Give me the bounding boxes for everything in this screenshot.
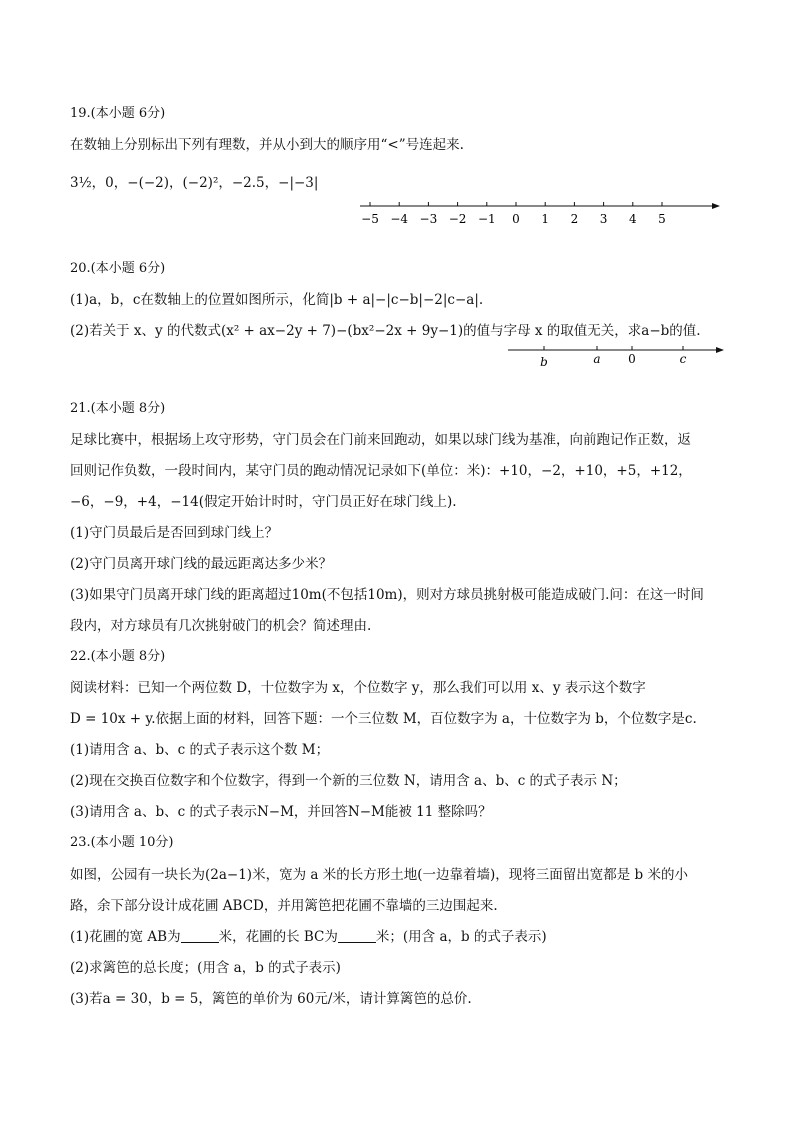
axis-label-b: b: [540, 355, 548, 369]
axis-label-a: a: [593, 352, 601, 366]
answer-blank-ab: [181, 928, 219, 943]
tick-label: −2: [448, 212, 467, 226]
q21-line-2: 回则记作负数，一段时间内，某守门员的跑动情况记录如下(单位：米)：+10，−2，+10，+5，+12，: [70, 463, 692, 479]
q20-part1: (1)a，b，c在数轴上的位置如图所示，化简|b + a|−|c−b|−2|c−a|.: [70, 292, 484, 308]
q19-number-line: [360, 196, 730, 232]
q23-part1: [70, 927, 547, 947]
q21-part2: (2)守门员离开球门线的最远距离达多少米？: [70, 556, 333, 572]
answer-blank-bc: [338, 928, 376, 943]
q22-line-1: 阅读材料：已知一个两位数 D，十位数字为 x，个位数字 y，那么我们可以用 x、y 表示这个数字: [70, 680, 646, 696]
q21-header: 21.(本小题 8分): [70, 401, 166, 416]
q22-part1: (1)请用含 a、b、c 的式子表示这个数 M；: [70, 742, 330, 758]
q23-line-2: 路，余下部分设计成花圃 ABCD，并用篱笆把花圃不靠墙的三边围起来.: [70, 898, 498, 914]
tick-label: 5: [658, 212, 666, 226]
q23-line-1: 如图，公园有一块长为(2a−1)米，宽为 a 米的长方形土地(一边靠着墙)，现将三面留出宽都是 b 米的小: [70, 867, 688, 883]
tick-label: −1: [477, 212, 496, 226]
q23-part1-a: (1)花圃的宽 AB为: [70, 929, 181, 945]
q22-line-2: D = 10x + y.依据上面的材料，回答下题：一个三位数 M，百位数字为 a，十位数字为 b，个位数字是c.: [70, 711, 697, 727]
q21-line-3: −6，−9，+4，−14(假定开始计时时，守门员正好在球门线上).: [70, 494, 457, 510]
q19-numbers: 3½，0，−(−2)，(−2)²，−2.5，−|−3|: [70, 175, 319, 191]
q23-part1-b: 米，花圃的长 BC为: [218, 929, 338, 945]
tick-label: −4: [390, 212, 409, 226]
axis-label-c: c: [679, 352, 687, 366]
q22-header: 22.(本小题 8分): [70, 649, 166, 664]
q21-part1: (1)守门员最后是否回到球门线上？: [70, 525, 279, 541]
tick-label: −3: [419, 212, 438, 226]
q19-prompt: 在数轴上分别标出下列有理数，并从小到大的顺序用“<”号连起来.: [70, 137, 464, 153]
tick-label: −5: [361, 212, 379, 226]
q20-number-line: [508, 342, 728, 372]
tick-label: 3: [599, 212, 608, 226]
q23-part2: (2)求篱笆的总长度；(用含 a，b 的式子表示): [70, 960, 341, 976]
axis-label-0: 0: [628, 352, 636, 366]
q21-line-1: 足球比赛中，根据场上攻守形势，守门员会在门前来回跑动，如果以球门线为基准，向前跑记作正数，返: [70, 432, 691, 448]
q22-part3: (3)请用含 a、b、c 的式子表示N−M，并回答N−M能被 11 整除吗？: [70, 804, 492, 820]
q23-part1-c: 米；(用含 a，b 的式子表示): [375, 929, 547, 945]
q21-part3: (3)如果守门员离开球门线的距离超过10m(不包括10m)，则对方球员挑射极可能造成破门.问：在这一时间: [70, 587, 704, 603]
tick-label: 1: [541, 212, 550, 226]
q23-header: 23.(本小题 10分): [70, 835, 174, 850]
q20-part2: (2)若关于 x、y 的代数式(x² + ax−2y + 7)−(bx²−2x + 9y−1)的值与字母 x 的取值无关，求a−b的值.: [70, 323, 701, 339]
tick-label: 0: [512, 212, 520, 226]
q21-part3-cont: 段内，对方球员有几次挑射破门的机会？简述理由.: [70, 618, 372, 634]
q23-part3: (3)若a = 30，b = 5，篱笆的单价为 60元/米，请计算篱笆的总价.: [70, 991, 472, 1007]
q20-header: 20.(本小题 6分): [70, 261, 166, 276]
tick-label: 2: [570, 212, 579, 226]
q22-part2: (2)现在交换百位数字和个位数字，得到一个新的三位数 N，请用含 a、b、c 的式子表示 N；: [70, 773, 627, 789]
tick-label: 4: [628, 212, 637, 226]
q19-header: 19.(本小题 6分): [70, 106, 166, 121]
